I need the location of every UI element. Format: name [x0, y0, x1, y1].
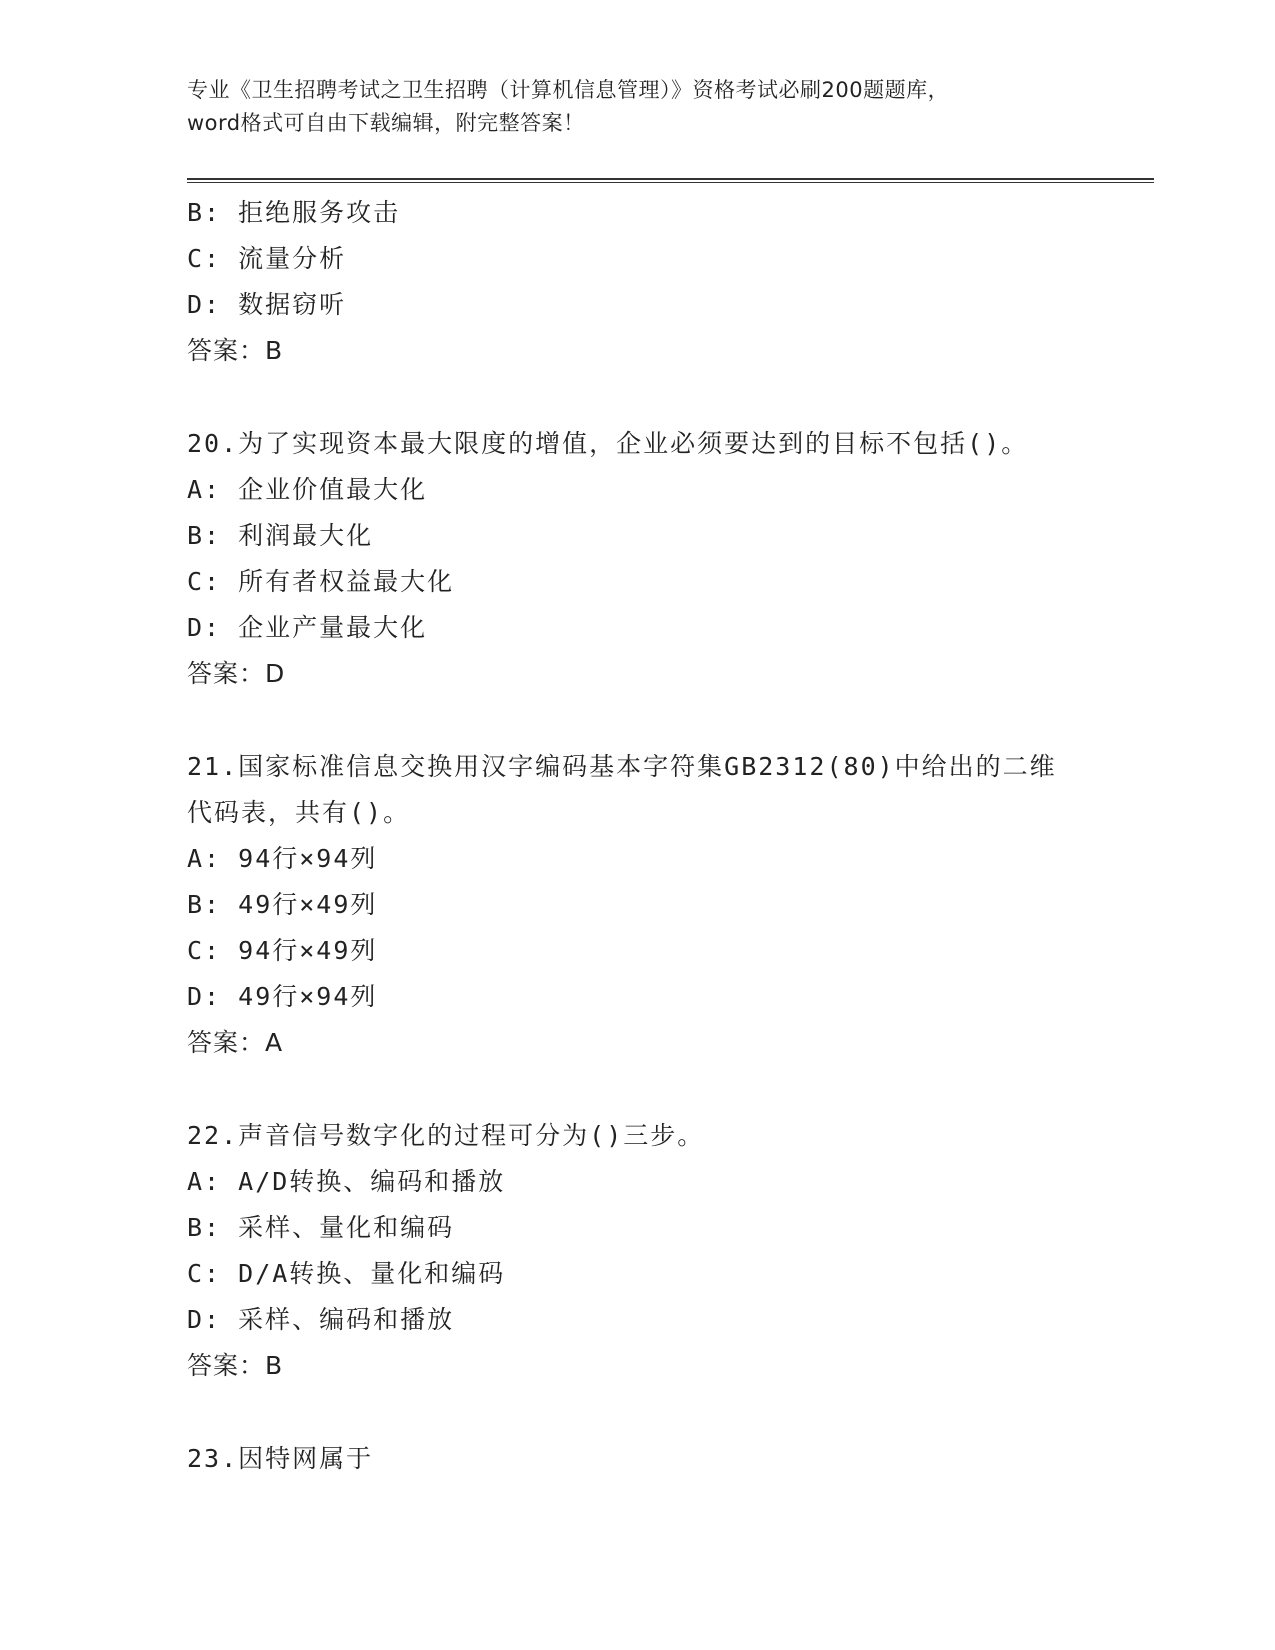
question-19-partial: [187, 190, 1087, 374]
header-line-1: 专业《卫生招聘考试之卫生招聘（计算机信息管理）》资格考试必刷200题题库，: [187, 78, 950, 102]
document-header: [187, 74, 1087, 140]
spacer: [187, 697, 1087, 744]
header-divider: [187, 178, 1154, 183]
option-d: D: 企业产量最大化: [187, 613, 428, 642]
option-c: C: 94行×49列: [187, 936, 378, 965]
option-d: D: 49行×94列: [187, 982, 378, 1011]
header-line-2: word格式可自由下载编辑，附完整答案！: [187, 111, 585, 135]
question-stem: 20.为了实现资本最大限度的增值，企业必须要达到的目标不包括()。: [187, 429, 1029, 458]
question-stem: 21.国家标准信息交换用汉字编码基本字符集GB2312(80)中给出的二维: [187, 752, 1057, 781]
option-c: C: D/A转换、量化和编码: [187, 1259, 506, 1288]
question-21: [187, 744, 1087, 1066]
answer-line: 答案：B: [187, 1351, 284, 1380]
option-c: C: 流量分析: [187, 244, 347, 273]
option-b: B: 49行×49列: [187, 890, 378, 919]
option-c: C: 所有者权益最大化: [187, 567, 455, 596]
answer-line: 答案：B: [187, 336, 284, 365]
question-stem-continued: 代码表，共有()。: [187, 798, 411, 827]
spacer: [187, 1066, 1087, 1113]
option-d: D: 数据窃听: [187, 290, 347, 319]
question-stem: 22.声音信号数字化的过程可分为()三步。: [187, 1121, 705, 1150]
answer-line: 答案：D: [187, 659, 286, 688]
spacer: [187, 374, 1087, 421]
question-23: [187, 1436, 1087, 1482]
option-b: B: 利润最大化: [187, 521, 374, 550]
question-stem: 23.因特网属于: [187, 1444, 374, 1473]
question-22: [187, 1113, 1087, 1389]
option-a: A: A/D转换、编码和播放: [187, 1167, 506, 1196]
question-20: [187, 421, 1087, 697]
answer-line: 答案：A: [187, 1028, 284, 1057]
question-list: [187, 190, 1087, 1482]
option-b: B: 拒绝服务攻击: [187, 198, 401, 227]
option-d: D: 采样、编码和播放: [187, 1305, 455, 1334]
option-b: B: 采样、量化和编码: [187, 1213, 455, 1242]
option-a: A: 企业价值最大化: [187, 475, 428, 504]
spacer: [187, 1389, 1087, 1436]
option-a: A: 94行×94列: [187, 844, 378, 873]
